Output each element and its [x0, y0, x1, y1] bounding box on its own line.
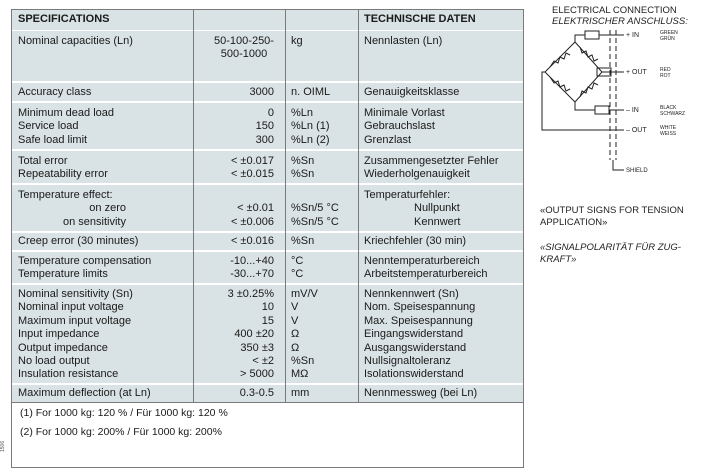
line: < ±2 — [252, 355, 274, 368]
line: Safe load limit — [18, 133, 88, 146]
line: Ω — [291, 328, 300, 341]
line: No load output — [18, 355, 90, 368]
line: -10...+40 — [230, 255, 274, 267]
line: %Sn — [291, 168, 315, 181]
unit: n. OIML — [291, 86, 331, 98]
line: V — [291, 301, 299, 314]
value — [194, 107, 274, 147]
line: 3 ±0.25% — [227, 288, 274, 300]
line: Nominal sensitivity (Sn) — [18, 288, 133, 300]
line: Nenntemperaturbereich — [364, 255, 480, 267]
label-plus-out: + OUT — [626, 69, 647, 76]
label-de — [364, 155, 499, 182]
label-schwarz: SCHWARZ — [660, 111, 686, 117]
line: V — [291, 314, 299, 327]
label-de — [364, 189, 460, 229]
line: Input impedance — [18, 328, 100, 341]
label-rot: ROT — [660, 73, 671, 79]
line: mV/V — [291, 288, 318, 300]
label-minus-out: – OUT — [626, 127, 647, 134]
line: 300 — [255, 133, 274, 146]
line: -30...+70 — [230, 268, 274, 281]
table-row-temperature — [12, 252, 523, 283]
line: %Sn — [291, 355, 315, 368]
table-row-loads — [12, 103, 523, 149]
line: %Sn/5 °C — [291, 215, 339, 228]
line: Temperature effect: — [18, 189, 113, 201]
line: 150 — [255, 120, 274, 133]
side-code: 1506 — [0, 440, 6, 452]
line: 400 ±20 — [234, 328, 274, 341]
label-en: Maximum deflection (at Ln) — [18, 387, 151, 399]
line: 350 ±3 — [240, 341, 274, 354]
value-line-1: 50-100-250- — [214, 35, 274, 47]
value: < ±0.016 — [230, 235, 274, 247]
line: Grenzlast — [364, 133, 412, 146]
label-en: Nominal capacities (Ln) — [18, 35, 133, 47]
line: Insulation resistance — [18, 368, 119, 381]
header-technische-daten: TECHNISCHE DATEN — [364, 13, 476, 25]
label-gruen: GRÜN — [660, 36, 675, 42]
label-de — [364, 288, 475, 382]
label-de: Nennmessweg (bei Ln) — [364, 387, 478, 399]
line: on sensitivity — [63, 215, 126, 228]
table-header — [12, 10, 523, 30]
value: 3000 — [249, 86, 274, 98]
label-en — [18, 255, 151, 282]
value — [194, 155, 274, 182]
line: Temperaturfehler: — [364, 189, 451, 201]
line: Zusammengesetzter Fehler — [364, 155, 499, 167]
connection-title — [552, 6, 688, 27]
line: > 5000 — [240, 368, 274, 381]
value-line-2: 500-1000 — [220, 48, 268, 61]
label-en — [18, 189, 126, 229]
line: %Ln — [291, 107, 314, 119]
label-de — [364, 107, 445, 147]
label-minus-in: – IN — [626, 107, 639, 114]
label-en: Creep error (30 minutes) — [18, 235, 139, 247]
line: Nom. Speisespannung — [364, 301, 476, 314]
line: < ±0.01 — [237, 202, 274, 215]
line: Nennkennwert (Sn) — [364, 288, 459, 300]
line: Nullpunkt — [414, 202, 460, 215]
unit — [291, 202, 339, 229]
line: Maximum input voltage — [18, 314, 132, 327]
line: Total error — [18, 155, 68, 167]
label-red: RED — [660, 67, 671, 73]
label-de: Kriechfehler (30 min) — [364, 235, 467, 247]
label-weiss: WEISS — [660, 131, 677, 137]
line: Arbeitstemperaturbereich — [364, 268, 488, 281]
unit — [291, 288, 318, 382]
line: %Sn — [291, 155, 315, 167]
line: < ±0.015 — [230, 168, 274, 181]
line: < ±0.006 — [230, 215, 274, 228]
line: Minimale Vorlast — [364, 107, 445, 119]
table-row-electrical — [12, 285, 523, 383]
line: Temperature limits — [18, 268, 108, 281]
line: °C — [291, 268, 304, 281]
line: 10 — [261, 301, 274, 314]
line: Nullsignaltoleranz — [364, 355, 451, 368]
line: Service load — [18, 120, 79, 133]
label-green: GREEN — [660, 30, 678, 36]
line: Repeatability error — [18, 168, 108, 181]
label-en — [18, 107, 114, 147]
line: 15 — [261, 314, 274, 327]
unit: %Sn — [291, 235, 315, 247]
label-de: Genauigkeitsklasse — [364, 86, 460, 98]
column-divider — [285, 10, 286, 402]
line: Gebrauchslast — [364, 120, 435, 133]
line: 0 — [267, 107, 274, 119]
line: Isolationswiderstand — [364, 368, 464, 381]
footnote-2: (2) For 1000 kg: 200% / Für 1000 kg: 200% — [20, 426, 222, 438]
line: on zero — [89, 202, 126, 215]
label-en: Accuracy class — [18, 86, 92, 98]
label-plus-in: + IN — [626, 32, 640, 39]
line: Ω — [291, 341, 300, 354]
column-divider — [358, 10, 359, 402]
header-specifications: SPECIFICATIONS — [18, 13, 110, 25]
line: Nominal input voltage — [18, 301, 124, 314]
unit — [291, 107, 330, 147]
table-row-errors — [12, 151, 523, 183]
label-black: BLACK — [660, 105, 677, 111]
value — [194, 288, 274, 382]
wheatstone-bridge-diagram — [540, 30, 722, 180]
title-en: ELECTRICAL CONNECTION — [552, 5, 677, 16]
line: Ausgangswiderstand — [364, 341, 467, 354]
table-row-temperature-effect — [12, 185, 523, 231]
label-white: WHITE — [660, 125, 677, 131]
unit: kg — [291, 35, 303, 47]
footnote-1: (1) For 1000 kg: 120 % / Für 1000 kg: 120 % — [20, 407, 228, 419]
line: < ±0.017 — [230, 155, 274, 167]
line: Output impedance — [18, 341, 108, 354]
line: Minimum dead load — [18, 107, 114, 119]
table-row-nominal-capacities — [12, 31, 523, 81]
table-row-accuracy — [12, 83, 523, 101]
divider — [12, 402, 523, 403]
value — [194, 35, 294, 62]
label-de: Nennlasten (Ln) — [364, 35, 443, 47]
note-signalpolaritaet: «SIGNALPOLARITÄT FÜR ZUG-KRAFT» — [540, 242, 681, 265]
label-en — [18, 288, 133, 382]
specifications-table — [11, 9, 524, 468]
column-divider — [193, 10, 194, 402]
line: °C — [291, 255, 304, 267]
label-en — [18, 155, 108, 182]
unit — [291, 155, 314, 182]
note-output-signs: «OUTPUT SIGNS FOR TENSION APPLICATION» — [540, 205, 684, 228]
label-shield: SHIELD — [626, 168, 648, 174]
table-row-deflection — [12, 385, 523, 402]
line: Kennwert — [414, 215, 461, 228]
line: %Sn/5 °C — [291, 202, 339, 215]
value: 0.3-0.5 — [239, 387, 274, 399]
line: Max. Speisespannung — [364, 314, 473, 327]
line: Eingangswiderstand — [364, 328, 464, 341]
title-de: ELEKTRISCHER ANSCHLUSS: — [552, 15, 688, 27]
line: %Ln (1) — [291, 120, 330, 133]
value — [194, 255, 274, 282]
label-de — [364, 255, 488, 282]
electrical-connection-panel — [540, 0, 722, 476]
line: Wiederholgenauigkeit — [364, 168, 470, 181]
unit — [291, 255, 303, 282]
value — [194, 202, 274, 229]
line: %Ln (2) — [291, 133, 330, 146]
unit: mm — [291, 387, 310, 399]
table-row-creep — [12, 233, 523, 250]
line: MΩ — [291, 368, 309, 381]
line: Temperature compensation — [18, 255, 152, 267]
